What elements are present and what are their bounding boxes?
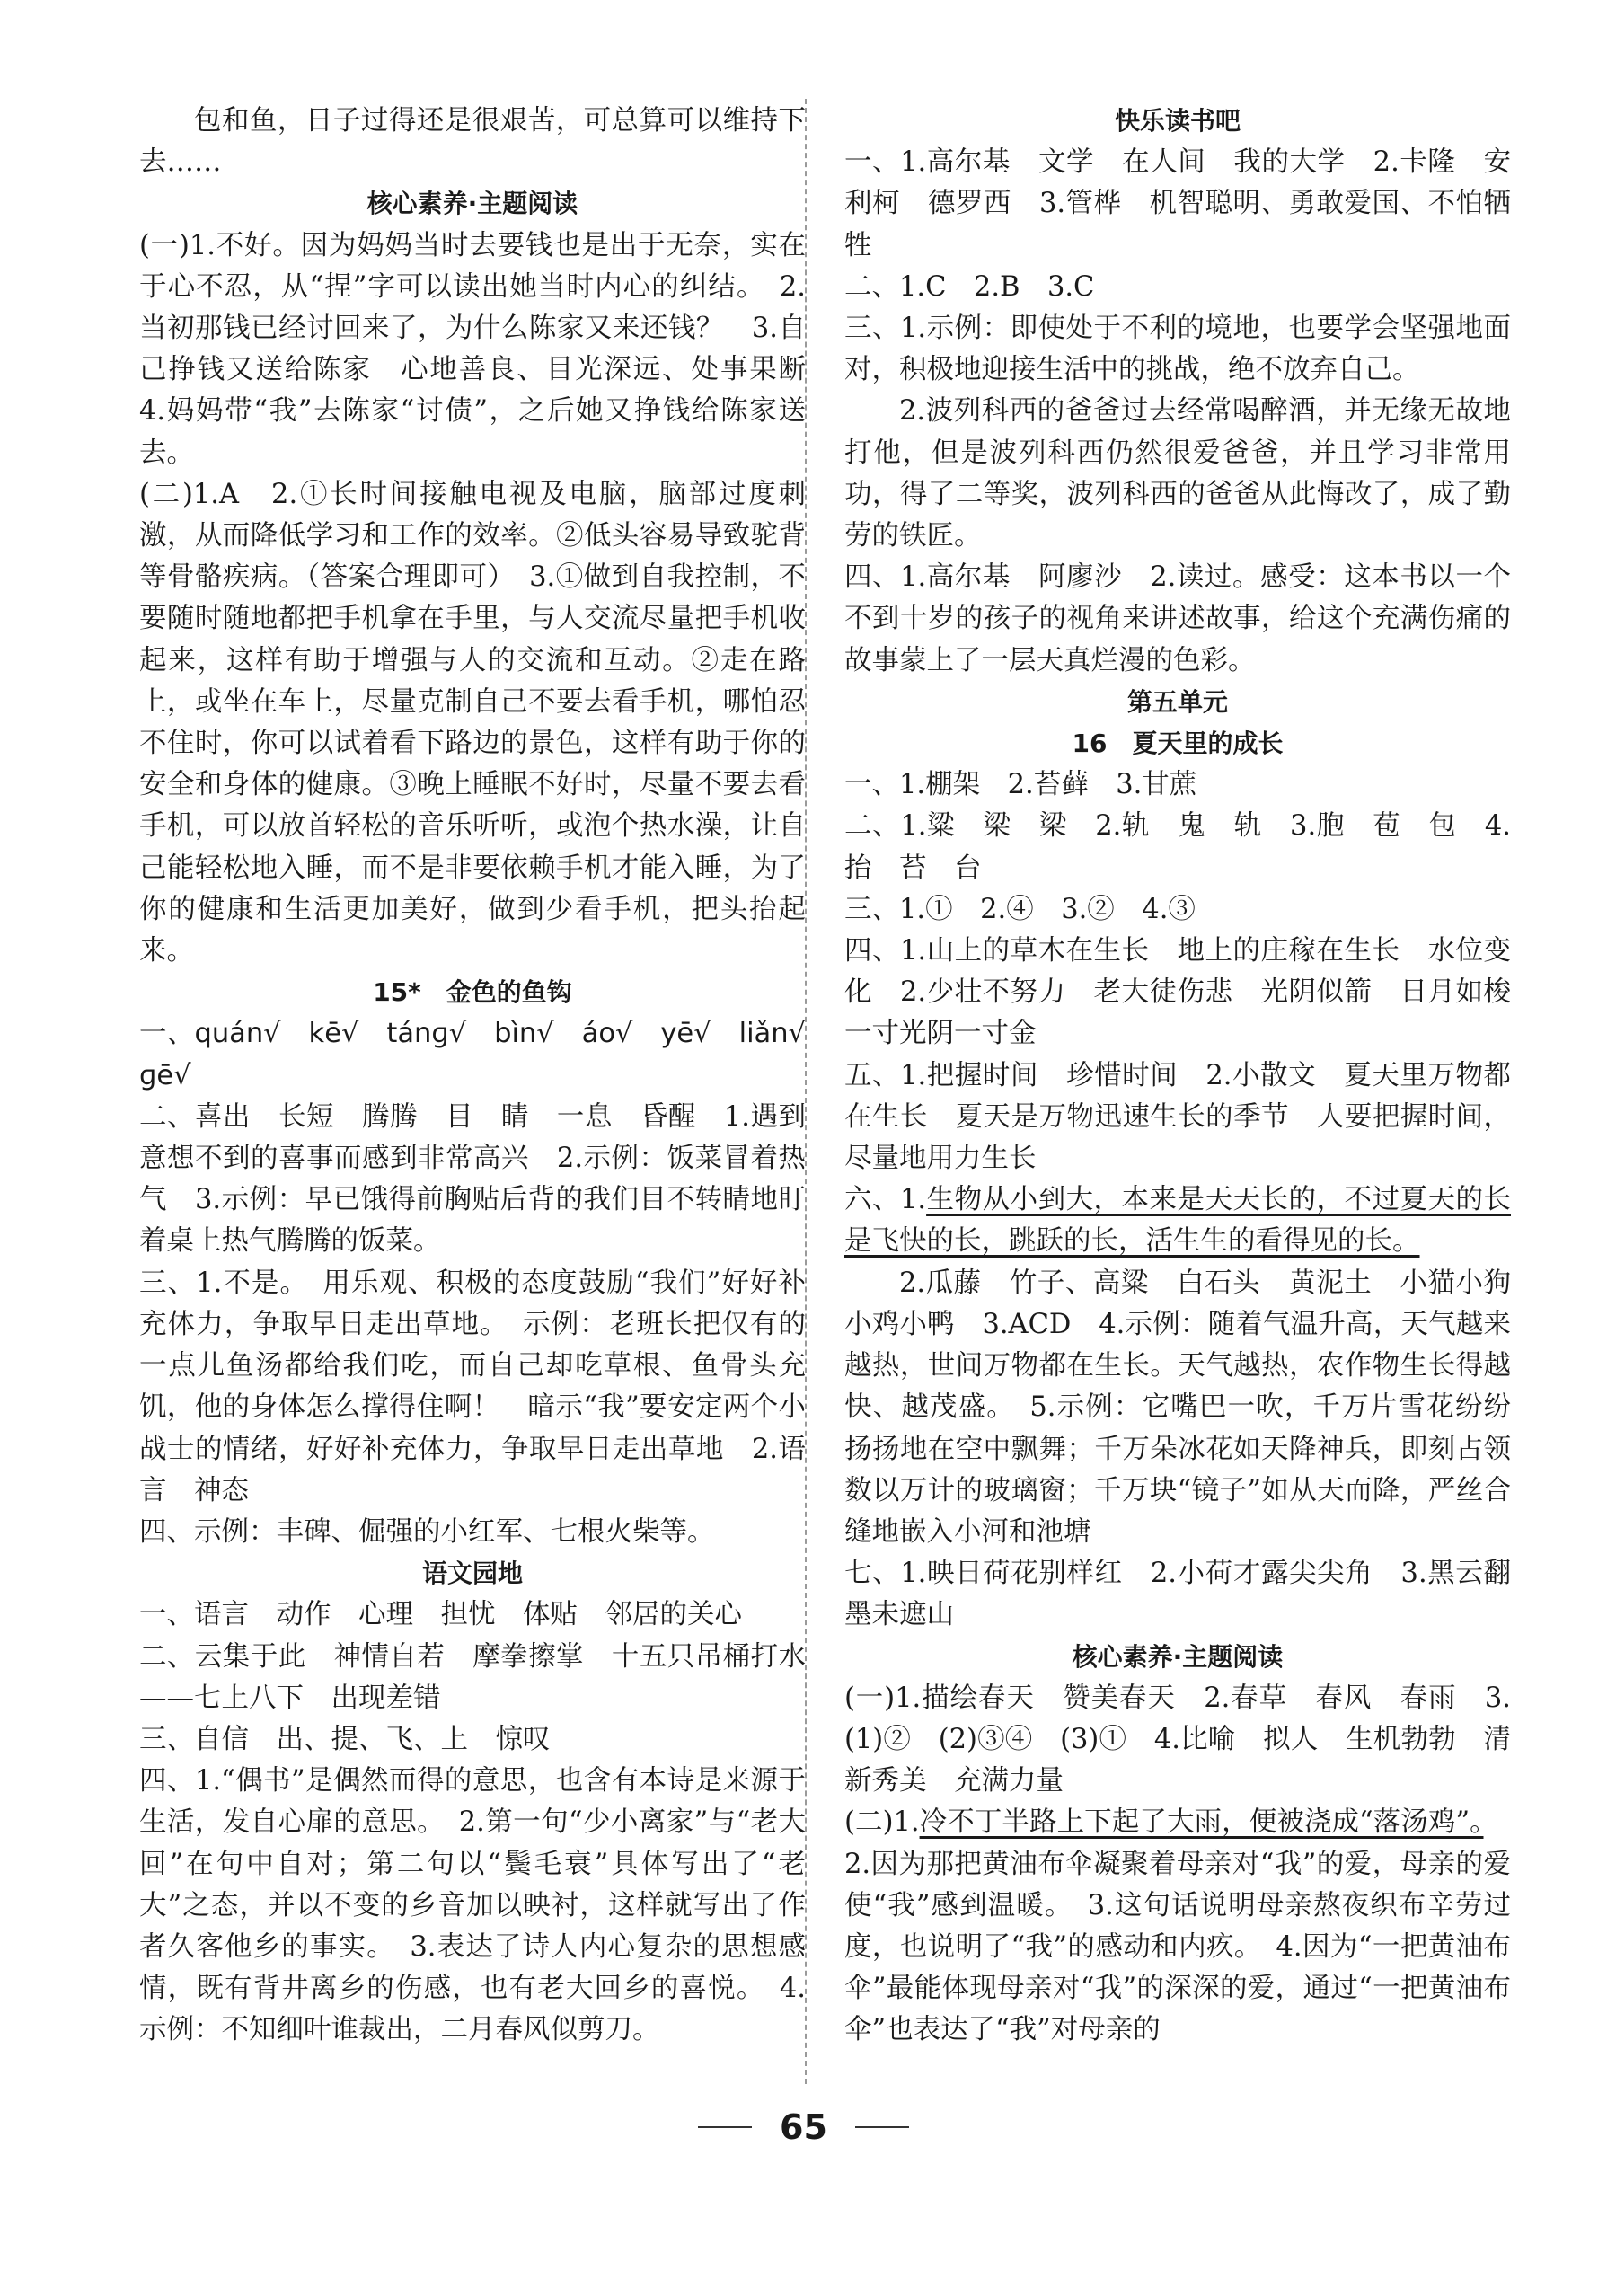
section-heading: 16 夏天里的成长 <box>1072 729 1284 759</box>
paragraph: 七、1.映日荷花别样红 2.小荷才露尖尖角 3.黑云翻墨未遮山 <box>844 1558 1511 1631</box>
paragraph: 三、1.示例：即使处于不利的境地，也要学会坚强地面对，积极地迎接生活中的挑战，绝不放弃自己。 <box>844 313 1511 386</box>
column-divider <box>805 99 807 2084</box>
paragraph: 四、1.山上的草木在生长 地上的庄稼在生长 水位变化 2.少壮不努力 老大徒伤悲 光阴似箭 日月如梭 一寸光阴一寸金 <box>844 935 1539 1050</box>
paragraph: 2.波列科西的爸爸过去经常喝醉酒，并无缘无故地打他，但是波列科西仍然很爱爸爸，并且学习非常用功，得了二等奖，波列科西的爸爸从此悔改了，成了勤劳的铁匠。 <box>844 395 1511 552</box>
page-footer <box>0 2107 1607 2147</box>
paragraph: 二、1.C 2.B 3.C <box>844 270 1095 303</box>
paragraph: 二、1.粱 梁 梁 2.轨 鬼 轨 3.胞 苞 包 4.抬 苔 台 <box>844 810 1511 884</box>
paragraph: 一、1.棚架 2.苔藓 3.甘蔗 <box>844 769 1197 801</box>
paragraph: 三、1.不是。 用乐观、积极的态度鼓励“我们”好好补充体力，争取早日走出草地。 示例：老班长把仅有的一点儿鱼汤都给我们吃，而自己却吃草根、鱼骨头充饥，他的身体怎么撑得住啊！ 暗示“我”要安定两个小战士的情绪，好好补充体力，争取早日走出草地 2.语言 神态 <box>139 1267 806 1506</box>
paragraph: 二、云集于此 神情自若 摩拳擦掌 十五只吊桶打水——七上八下 出现差错 <box>139 1640 806 1714</box>
paragraph: 三、1.① 2.④ 3.② 4.③ <box>844 893 1196 925</box>
underlined-answer: 冷不丁半路上下起了大雨，便被浇成“落汤鸡”。 <box>919 1806 1484 1839</box>
section-heading: 核心素养·主题阅读 <box>366 189 578 219</box>
left-column <box>139 101 834 2052</box>
pinyin-answers: 一、quán√ kē√ tánɡ√ bìn√ áo√ yē√ liǎn√ ɡē√ <box>139 1018 834 1091</box>
paragraph: 四、1.“偶书”是偶然而得的意思，也含有本诗是来源于生活，发自心扉的意思。 2.第一句“少小离家”与“老大回”在句中自对；第二句以“鬓毛衰”具体写出了“老大”之态，并以不变的乡音加以映衬，这样就写出了作者久客他乡的事实。 3.表达了诗人内心复杂的思想感情，既有背井离乡的伤感，也有老大回乡的喜悦。 4.示例：不知细叶谁裁出，二月春风似剪刀。 <box>139 1765 806 2046</box>
footer-dash-left <box>698 2126 752 2128</box>
paragraph: 四、1.高尔基 阿廖沙 2.读过。感受：这本书以一个不到十岁的孩子的视角来讲述故事，给这个充满伤痛的故事蒙上了一层天真烂漫的色彩。 <box>844 561 1511 676</box>
right-column <box>844 101 1539 2052</box>
paragraph: (一)1.描绘春天 赞美春天 2.春草 春风 春雨 3.(1)② (2)③④ (3)① 4.比喻 拟人 生机勃勃 清新秀美 充满力量 <box>844 1682 1511 1797</box>
paragraph: 一、语言 动作 心理 担忧 体贴 邻居的关心 <box>139 1599 742 1631</box>
paragraph: (一)1.不好。因为妈妈当时去要钱也是出于无奈，实在于心不忍，从“捏”字可以读出她当时内心的纠结。 2.当初那钱已经讨回来了，为什么陈家又来还钱？ 3.自己挣钱又送给陈家 心地善良、目光深远、处事果断 4.妈妈带“我”去陈家“讨债”，之后她又挣钱给陈家送去。 <box>139 229 834 469</box>
paragraph-underlined: (二)1.冷不丁半路上下起了大雨，便被浇成“落汤鸡”。 2.因为那把黄油布伞凝聚着母亲对“我”的爱，母亲的爱使“我”感到温暖。 3.这句话说明母亲熬夜织布辛劳过度，也说明了“我”的感动和内疚。 4.因为“一把黄油布伞”最能体现母亲对“我”的深深的爱，通过“一把黄油布伞”也表达了“我”对母亲的 <box>844 1806 1511 2046</box>
paragraph: (二)1.A 2.①长时间接触电视及电脑，脑部过度刺激，从而降低学习和工作的效率。②低头容易导致驼背等骨骼疾病。（答案合理即可） 3.①做到自我控制，不要随时随地都把手机拿在手里，与人交流尽量把手机收起来，这样有助于增强与人的交流和互动。②走在路上，或坐在车上，尽量克制自己不要去看手机，哪怕忍不住时，你可以试着看下路边的景色，这样有助于你的安全和身体的健康。③晚上睡眠不好时，尽量不要去看手机，可以放首轻松的音乐听听，或泡个热水澡，让自己能轻松地入睡，而不是非要依赖手机才能入睡，为了你的健康和生活更加美好，做到少看手机，把头抬起来。 <box>139 478 806 967</box>
section-heading: 快乐读书吧 <box>1114 106 1241 136</box>
section-heading: 语文园地 <box>421 1559 523 1589</box>
footer-dash-right <box>855 2126 909 2128</box>
paragraph: 五、1.把握时间 珍惜时间 2.小散文 夏天里万物都在生长 夏天是万物迅速生长的季节 人要把握时间，尽量地用力生长 <box>844 1059 1511 1175</box>
paragraph: 四、示例：丰碑、倔强的小红军、七根火柴等。 <box>139 1515 715 1548</box>
paragraph-underlined: 六、1.生物从小到大，本来是天天长的，不过夏天的长是飞快的长，跳跃的长，活生生的看得见的长。 <box>844 1184 1511 1258</box>
section-heading: 核心素养·主题阅读 <box>1072 1641 1284 1672</box>
paragraph: 一、1.高尔基 文学 在人间 我的大学 2.卡隆 安利柯 德罗西 3.管桦 机智聪明、勇敢爱国、不怕牺牲 <box>844 146 1511 261</box>
unit-heading: 第五单元 <box>1126 686 1228 717</box>
underlined-answer: 生物从小到大，本来是天天长的，不过夏天的长是飞快的长，跳跃的长，活生生的看得见的长。 <box>844 1184 1511 1258</box>
section-heading: 15* 金色的鱼钩 <box>373 977 572 1008</box>
paragraph: 三、自信 出、提、飞、上 惊叹 <box>139 1723 551 1755</box>
page-number: 65 <box>780 2107 827 2147</box>
paragraph: 二、喜出 长短 腾腾 目 睛 一息 昏醒 1.遇到意想不到的喜事而感到非常高兴 2.示例：饭菜冒着热气 3.示例：早已饿得前胸贴后背的我们目不转睛地盯着桌上热气腾腾的饭菜。 <box>139 1100 806 1258</box>
paragraph: 包和鱼，日子过得还是很艰苦，可总算可以维持下去…… <box>139 105 806 179</box>
paragraph: 2.瓜藤 竹子、高粱 白石头 黄泥土 小猫小狗小鸡小鸭 3.ACD 4.示例：随着气温升高，天气越来越热，世间万物都在生长。天气越热，农作物生长得越快、越茂盛。 5.示例：它嘴巴一吹，千万片雪花纷纷扬扬地在空中飘舞；千万朵冰花如天降神兵，即刻占领数以万计的玻璃窗；千万块“镜子”如从天而降，严丝合缝地嵌入小河和池塘 <box>844 1267 1511 1548</box>
